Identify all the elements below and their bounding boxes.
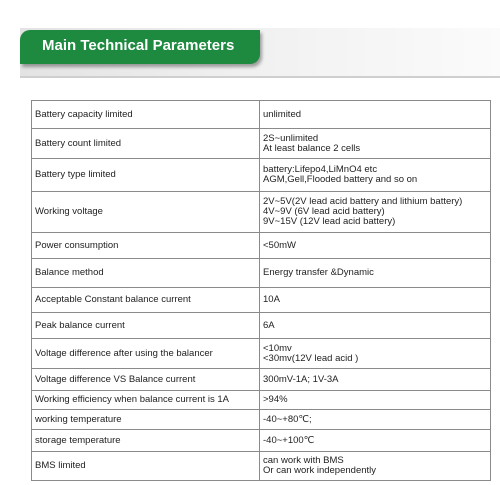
parameter-value xyxy=(260,233,491,259)
parameter-value-line: battery:Lifepo4,LiMnO4 etc xyxy=(263,164,378,175)
parameter-value-line: -40~+80℃; xyxy=(263,413,312,425)
table-row xyxy=(32,288,491,313)
parameter-value-line: >94% xyxy=(263,394,288,405)
parameter-label: Acceptable Constant balance current xyxy=(32,288,260,313)
parameter-value xyxy=(260,430,491,452)
table-row xyxy=(32,452,491,481)
parameter-value xyxy=(260,410,491,430)
parameter-value-line: -40~+100℃ xyxy=(263,434,315,446)
parameter-label: BMS limited xyxy=(32,452,260,481)
parameter-value xyxy=(260,259,491,288)
parameter-value-line: Energy transfer &Dynamic xyxy=(263,267,374,278)
parameter-label: Voltage difference after using the balancer xyxy=(32,339,260,369)
parameter-value-line: <10mv xyxy=(263,342,292,354)
table-row xyxy=(32,233,491,259)
parameter-label: Peak balance current xyxy=(32,313,260,339)
parameter-label: Battery count limited xyxy=(32,129,260,159)
parameter-value xyxy=(260,339,491,369)
parameter-value-line: 2S~unlimited xyxy=(263,132,319,144)
table-row xyxy=(32,129,491,159)
parameter-value-line: 6A xyxy=(263,319,275,331)
heading-divider xyxy=(20,76,500,78)
parameter-label: Balance method xyxy=(32,259,260,288)
table-row xyxy=(32,369,491,391)
parameter-label: Power consumption xyxy=(32,233,260,259)
parameter-value-line: 4V~9V (6V lead acid battery) xyxy=(263,206,385,217)
parameter-value xyxy=(260,313,491,339)
parameter-value xyxy=(260,288,491,313)
parameter-label: Working efficiency when balance current is 1A xyxy=(32,391,260,410)
table-row xyxy=(32,313,491,339)
parameter-label: Voltage difference VS Balance current xyxy=(32,369,260,391)
parameter-label: working temperature xyxy=(32,410,260,430)
parameter-value xyxy=(260,452,491,481)
parameter-value-line: AGM,Gell,Flooded battery and so on xyxy=(263,174,418,185)
table-row xyxy=(32,410,491,430)
parameter-value-line: 300mV-1A; 1V-3A xyxy=(263,373,339,385)
parameter-value-line: unlimited xyxy=(263,108,302,120)
table-row xyxy=(32,391,491,410)
parameter-value xyxy=(260,192,491,233)
parameter-value xyxy=(260,369,491,391)
parameter-value-line: <50mW xyxy=(263,239,296,251)
parameter-value-line: Or can work independently xyxy=(263,465,377,476)
parameter-label: storage temperature xyxy=(32,430,260,452)
parameter-value xyxy=(260,101,491,129)
table-row xyxy=(32,259,491,288)
table-row xyxy=(32,159,491,192)
parameter-value xyxy=(260,391,491,410)
page-title: Main Technical Parameters xyxy=(42,37,235,54)
parameter-value-line: 2V~5V(2V lead acid battery and lithium battery) xyxy=(263,196,463,207)
table-row xyxy=(32,192,491,233)
table-row xyxy=(32,339,491,369)
parameter-value-line: can work with BMS xyxy=(263,455,344,466)
parameter-value-line: <30mv(12V lead acid ) xyxy=(263,352,359,364)
parameter-value xyxy=(260,159,491,192)
table-row xyxy=(32,430,491,452)
parameters-table xyxy=(31,100,491,481)
parameter-label: Battery type limited xyxy=(32,159,260,192)
table-row xyxy=(32,101,491,129)
parameter-value-line: At least balance 2 cells xyxy=(263,142,361,154)
parameter-value-line: 10A xyxy=(263,294,280,305)
parameter-value xyxy=(260,129,491,159)
parameter-label: Working voltage xyxy=(32,192,260,233)
parameter-value-line: 9V~15V (12V lead acid battery) xyxy=(263,216,396,227)
parameter-label: Battery capacity limited xyxy=(32,101,260,129)
